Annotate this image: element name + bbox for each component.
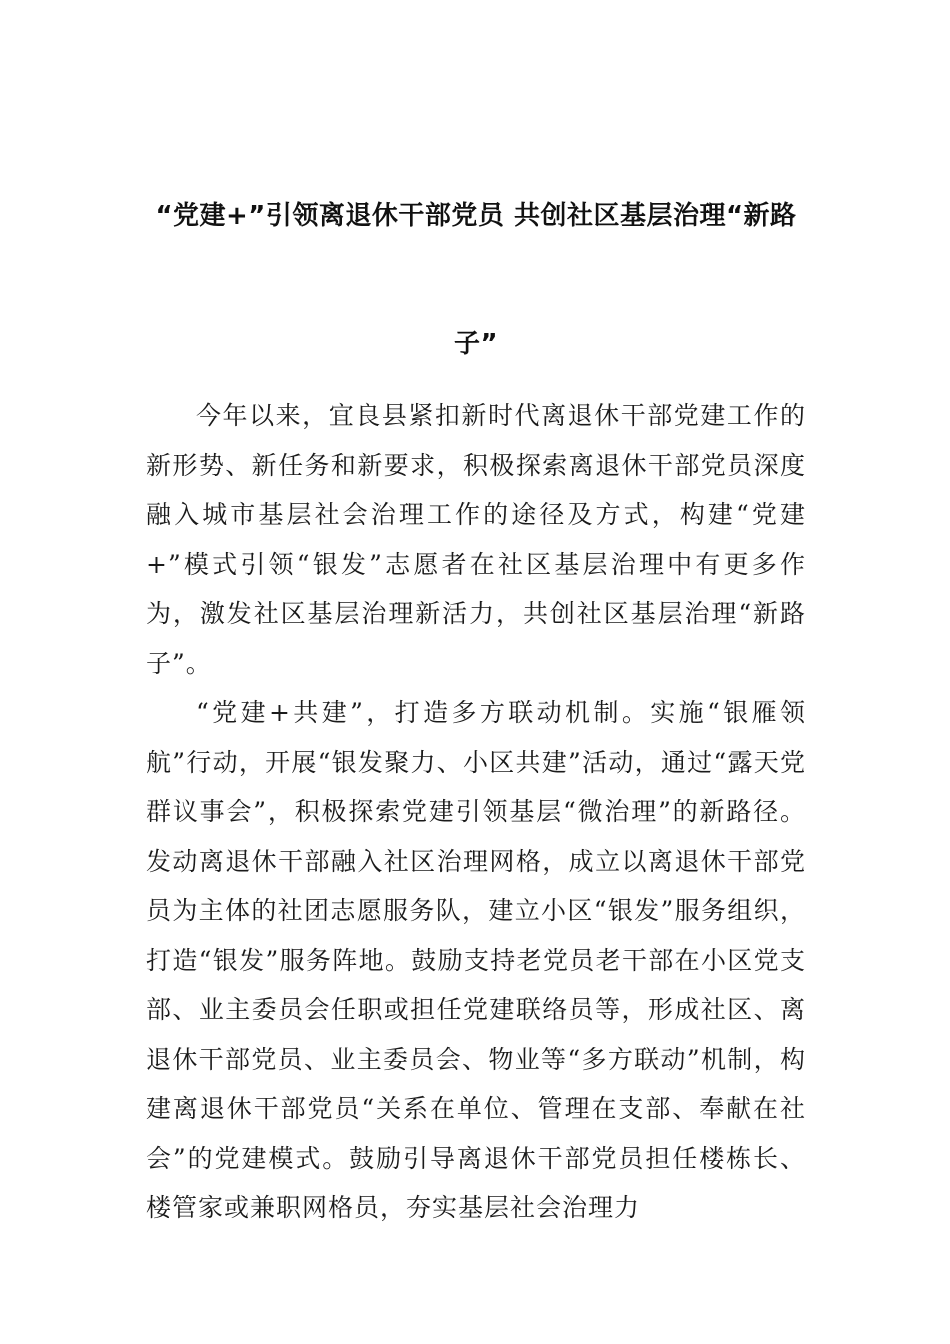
paragraph-party-building: “党建+共建”，打造多方联动机制。实施“银雁领航”行动，开展“银发聚力、小区共建”活动，通过“露天党群议事会”，积极探索党建引领基层“微治理”的新路径。发动离退休干部融入社区治理网格，成立以离退休干部党员为主体的社团志愿服务队，建立小区“银发”服务组织，打造“银发”服务阵地。鼓励支持老党员老干部在小区党支部、业主委员会任职或担任党建联络员等，形成社区、离退休干部党员、业主委员会、物业等“多方联动”机制，构建离退休干部党员“关系在单位、管理在支部、奉献在社会”的党建模式。鼓励引导离退休干部党员担任楼栋长、楼管家或兼职网格员，夯实基层社会治理力	[146, 698, 806, 1222]
paragraph-intro: 今年以来，宜良县紧扣新时代离退休干部党建工作的新形势、新任务和新要求，积极探索离退休干部党员深度融入城市基层社会治理工作的途径及方式，构建“党建+”模式引领“银发”志愿者在社区基层治理中有更多作为，激发社区基层治理新活力，共创社区基层治理“新路子”。	[146, 401, 806, 678]
document-body	[146, 391, 806, 1233]
document-title: “党建+”引领离退休干部党员 共创社区基层治理“新路子”	[155, 201, 797, 359]
